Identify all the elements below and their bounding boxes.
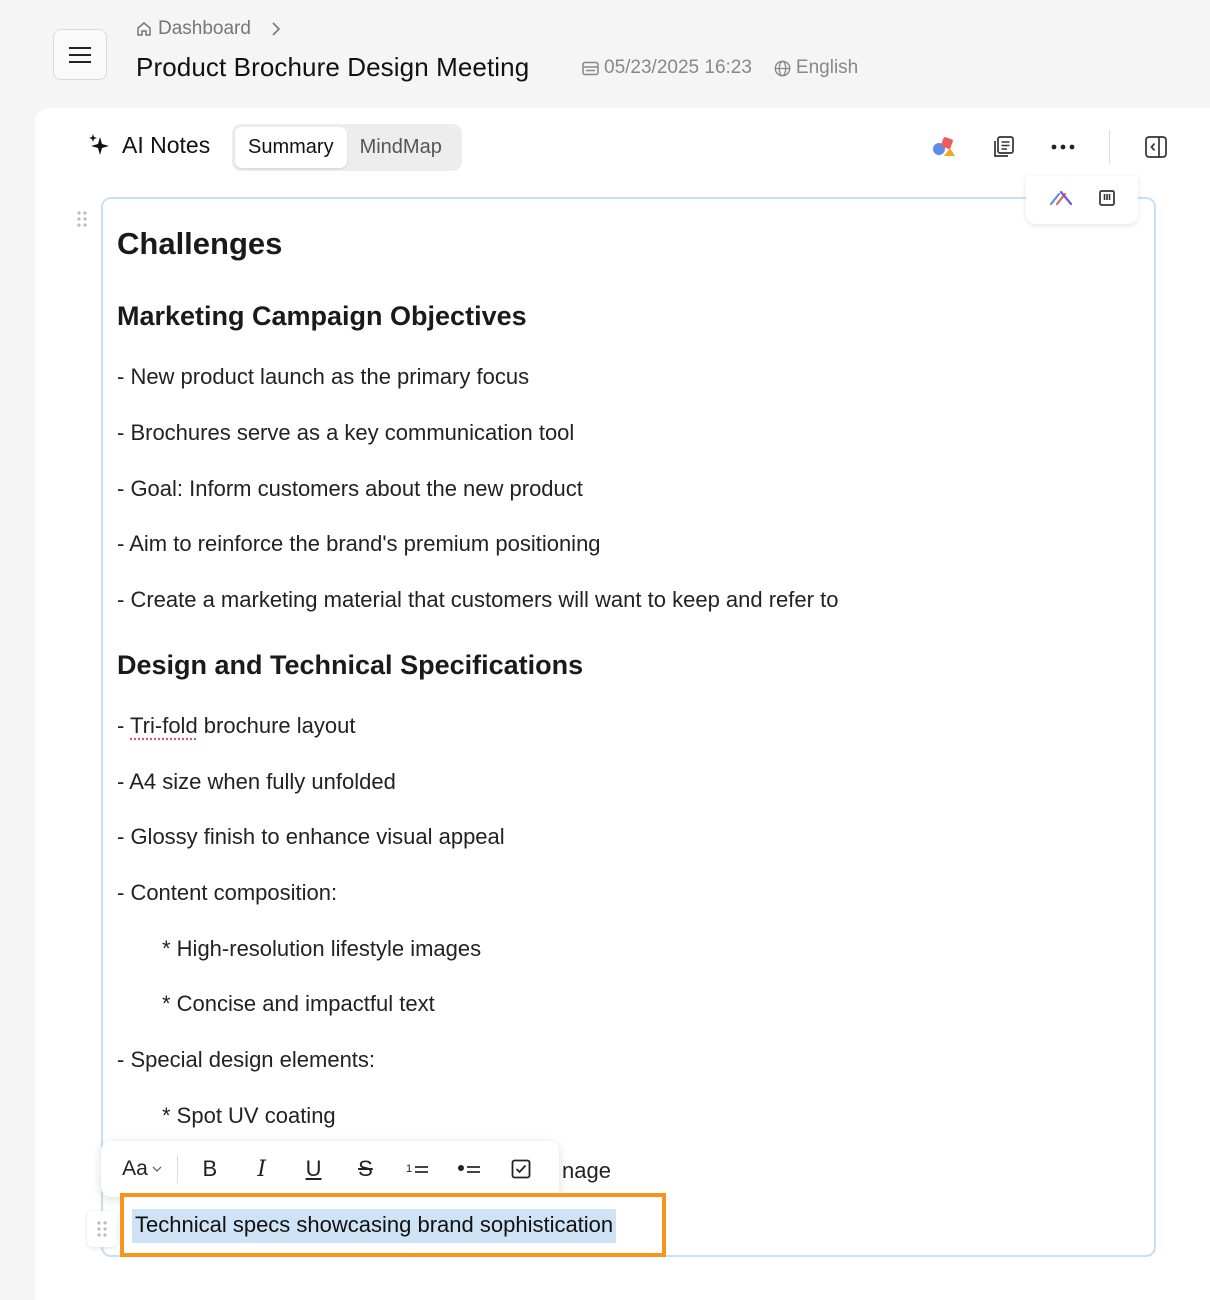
list-item: - Create a marketing material that customers will want to keep and refer to xyxy=(117,587,839,612)
underline-button[interactable]: U xyxy=(305,1156,322,1181)
list-item: - Glossy finish to enhance visual appeal xyxy=(117,824,505,849)
ai-notes-title xyxy=(88,132,210,159)
bold-button[interactable]: B xyxy=(202,1156,218,1181)
checklist-button[interactable] xyxy=(495,1149,547,1189)
font-style-dropdown[interactable] xyxy=(113,1149,171,1189)
svg-text:1: 1 xyxy=(406,1163,413,1175)
drag-handle-icon xyxy=(76,210,88,228)
sub-list-item: * Concise and impactful text xyxy=(162,991,435,1016)
panel-collapse-icon xyxy=(1144,135,1168,159)
sub-list-item: * Spot UV coating xyxy=(162,1103,336,1128)
sparkle-icon xyxy=(88,133,114,159)
list-item: - Special design elements: xyxy=(117,1047,376,1072)
notes-heading: Challenges xyxy=(117,226,283,261)
selected-block-drag-handle[interactable] xyxy=(87,1211,117,1247)
page-title: Product Brochure Design Meeting xyxy=(136,52,530,82)
chevron-right-icon xyxy=(271,22,281,36)
selected-text[interactable]: Technical specs showcasing brand sophistication xyxy=(132,1209,616,1243)
list-item: - A4 size when fully unfolded xyxy=(117,769,396,794)
italic-button[interactable]: I xyxy=(257,1156,267,1182)
list-item-prefix: - xyxy=(117,713,131,738)
block-tools-popover xyxy=(1026,176,1138,224)
toolbar-divider xyxy=(177,1155,178,1183)
list-item-suffix: brochure layout xyxy=(197,713,356,738)
list-item: - New product launch as the primary focus xyxy=(117,364,530,389)
font-style-label: Aa xyxy=(122,1157,148,1180)
tab-mindmap[interactable]: MindMap xyxy=(359,136,442,158)
drag-handle-icon xyxy=(96,1220,108,1238)
checkbox-icon xyxy=(511,1159,531,1179)
more-dots-icon xyxy=(1051,144,1075,150)
datetime-text: 05/23/2025 16:23 xyxy=(604,57,752,78)
breadcrumb[interactable] xyxy=(136,16,281,42)
strikethrough-button[interactable]: S xyxy=(358,1156,373,1181)
sub-list-item-partial: nage xyxy=(562,1158,611,1183)
toolbar-divider xyxy=(1109,130,1110,164)
tab-summary[interactable]: Summary xyxy=(235,127,347,168)
list-item: - Goal: Inform customers about the new product xyxy=(117,476,583,501)
numbered-list-button[interactable] xyxy=(391,1149,443,1189)
list-item: - Brochures serve as a key communication tool xyxy=(117,420,575,445)
section-title-objectives: Marketing Campaign Objectives xyxy=(117,301,527,331)
calendar-icon xyxy=(582,61,599,76)
trash-icon xyxy=(1098,188,1116,208)
bullet-list-button[interactable] xyxy=(443,1149,495,1189)
list-item: - Aim to reinforce the brand's premium positioning xyxy=(117,531,601,556)
copy-notes-button[interactable] xyxy=(991,134,1017,160)
home-icon xyxy=(136,21,152,37)
bullet-list-icon xyxy=(457,1161,481,1177)
meeting-datetime xyxy=(582,57,752,79)
hamburger-icon xyxy=(69,46,91,64)
sub-list-item: * High-resolution lifestyle images xyxy=(162,936,482,961)
more-options-button[interactable] xyxy=(1050,134,1076,160)
section-title-specs: Design and Technical Specifications xyxy=(117,650,584,680)
delete-block-button[interactable] xyxy=(1098,188,1116,213)
misspelled-word[interactable]: Tri-fold xyxy=(130,713,198,738)
list-item: - Content composition: xyxy=(117,880,338,905)
chevron-down-icon xyxy=(152,1166,162,1172)
view-tabs xyxy=(232,124,462,171)
copy-icon xyxy=(992,135,1016,159)
ai-notes-label: AI Notes xyxy=(122,132,211,158)
numbered-list-icon xyxy=(405,1161,429,1177)
ai-rewrite-button[interactable] xyxy=(1049,188,1073,213)
meeting-meta xyxy=(582,57,858,79)
list-item xyxy=(117,713,355,739)
globe-icon xyxy=(774,60,791,77)
language-text[interactable]: English xyxy=(795,57,859,78)
format-toolbar xyxy=(101,1141,559,1197)
breadcrumb-dashboard[interactable]: Dashboard xyxy=(158,18,251,39)
block-drag-handle[interactable] xyxy=(76,210,88,233)
collapse-panel-button[interactable] xyxy=(1143,134,1169,160)
colorful-shapes-icon xyxy=(931,134,957,160)
ai-assistant-button[interactable] xyxy=(931,134,957,160)
magic-wand-icon xyxy=(1049,188,1073,208)
meeting-language[interactable] xyxy=(774,57,858,79)
menu-button[interactable] xyxy=(53,29,107,80)
